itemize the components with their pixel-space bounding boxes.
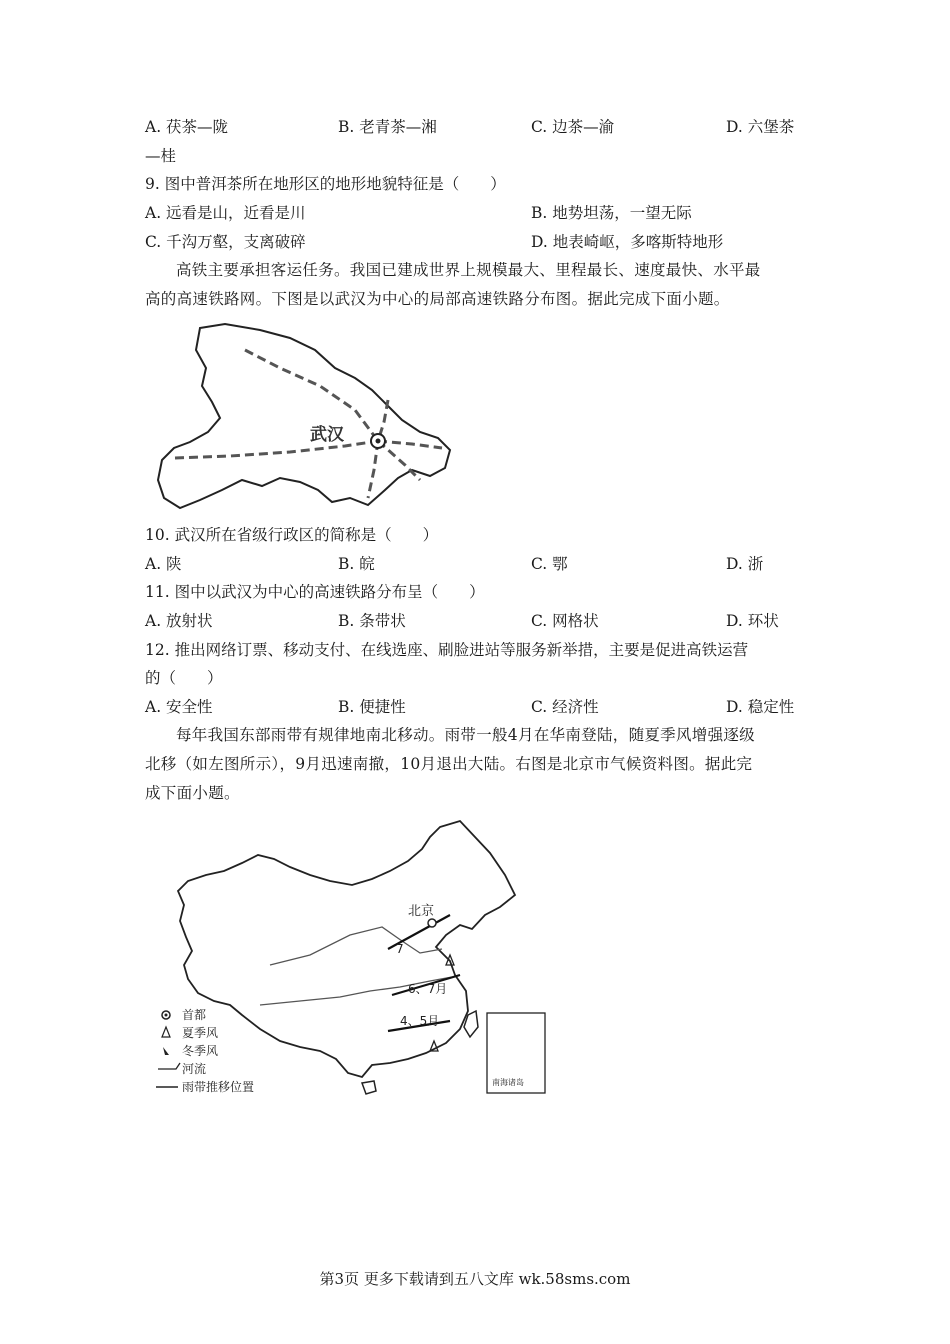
hainan-island (362, 1081, 376, 1094)
q8-option-d: D. 六堡茶 (726, 118, 795, 136)
band-label-jun-jul: 6、7月 (408, 982, 448, 996)
q8-option-c: C. 边茶—渝 (531, 118, 615, 136)
q12-option-a: A. 安全性 (145, 698, 213, 716)
rail-line-south (368, 441, 378, 498)
band-label-jul: 7 (396, 942, 404, 956)
legend-capital: 首都 (182, 1008, 207, 1022)
passage-high-speed-rail (145, 256, 805, 314)
china-rain-belt-map (150, 815, 550, 1105)
beijing-label: 北京 (408, 904, 435, 919)
q9-option-c: C. 千沟万壑，支离破碎 (145, 233, 306, 251)
q11-option-c: C. 网格状 (531, 612, 599, 630)
summer-monsoon-arrows (430, 955, 454, 1051)
hubei-rail-map (150, 320, 460, 515)
passage1-line1: 高铁主要承担客运任务。我国已建成世界上规模最大、里程最长、速度最快、水平最 (176, 261, 761, 279)
map-legend (156, 1007, 254, 1094)
legend-river: 河流 (182, 1062, 207, 1076)
legend-winter-monsoon: 冬季风 (182, 1044, 219, 1058)
q9-option-d: D. 地表崎岖，多喀斯特地形 (531, 233, 724, 251)
q11-option-a: A. 放射状 (145, 612, 213, 630)
passage2-line2: 北移（如左图所示），9月迅速南撤，10月退出大陆。右图是北京市气候资料图。据此完 (145, 755, 753, 773)
q10-option-c: C. 鄂 (531, 555, 568, 573)
q11-stem: 11. 图中以武汉为中心的高速铁路分布呈（ ） (145, 583, 485, 601)
q12-stem-line1: 12. 推出网络订票、移动支付、在线选座、刷脸进站等服务新举措，主要是促进高铁运营 (145, 641, 749, 659)
page-footer: 第3页 更多下载请到五八文库 wk.58sms.com (319, 1270, 631, 1288)
china-outline (178, 821, 515, 1077)
q10-option-d: D. 浙 (726, 555, 764, 573)
summer-monsoon-legend-icon (162, 1027, 170, 1037)
q11-option-b: B. 条带状 (338, 612, 406, 630)
passage1-line2: 高的高速铁路网。下图是以武汉为中心的局部高速铁路分布图。据此完成下面小题。 (145, 290, 730, 308)
q9-stem: 9. 图中普洱茶所在地形区的地形地貌特征是（ ） (145, 175, 506, 193)
q10-option-b: B. 皖 (338, 555, 375, 573)
rail-line-southeast (378, 441, 420, 480)
legend-summer-monsoon: 夏季风 (182, 1026, 219, 1040)
q10-option-a: A. 陕 (145, 555, 182, 573)
hubei-outline (158, 324, 450, 508)
winter-monsoon-legend-icon (163, 1047, 169, 1055)
wuhan-label: 武汉 (310, 425, 344, 445)
rail-line-east (378, 441, 442, 448)
beijing-marker (428, 919, 436, 927)
inset-label: 南海诸岛 (492, 1078, 524, 1087)
q12-option-b: B. 便捷性 (338, 698, 406, 716)
q12-option-c: C. 经济性 (531, 698, 599, 716)
q10-stem: 10. 武汉所在省级行政区的简称是（ ） (145, 526, 439, 544)
q8-option-a: A. 茯茶—陇 (145, 118, 229, 136)
q8-option-b: B. 老青茶—湘 (338, 118, 437, 136)
passage-rain-belt (145, 721, 805, 808)
q11-option-d: D. 环状 (726, 612, 779, 630)
passage2-line3: 成下面小题。 (145, 784, 240, 802)
q9-option-a: A. 远看是山，近看是川 (145, 204, 306, 222)
q12-option-d: D. 稳定性 (726, 698, 795, 716)
q9-option-b: B. 地势坦荡，一望无际 (531, 204, 692, 222)
rail-line-west (175, 441, 378, 458)
q12-stem-line2: 的（ ） (145, 669, 223, 687)
legend-rain-band: 雨带推移位置 (182, 1080, 255, 1094)
passage2-line1: 每年我国东部雨带有规律地南北移动。雨带一般4月在华南登陆，随夏季风增强逐级 (176, 726, 755, 744)
q8-option-d-wrap: —桂 (145, 147, 177, 165)
river-legend-icon (158, 1063, 180, 1069)
band-label-apr-may: 4、5月 (400, 1014, 440, 1028)
